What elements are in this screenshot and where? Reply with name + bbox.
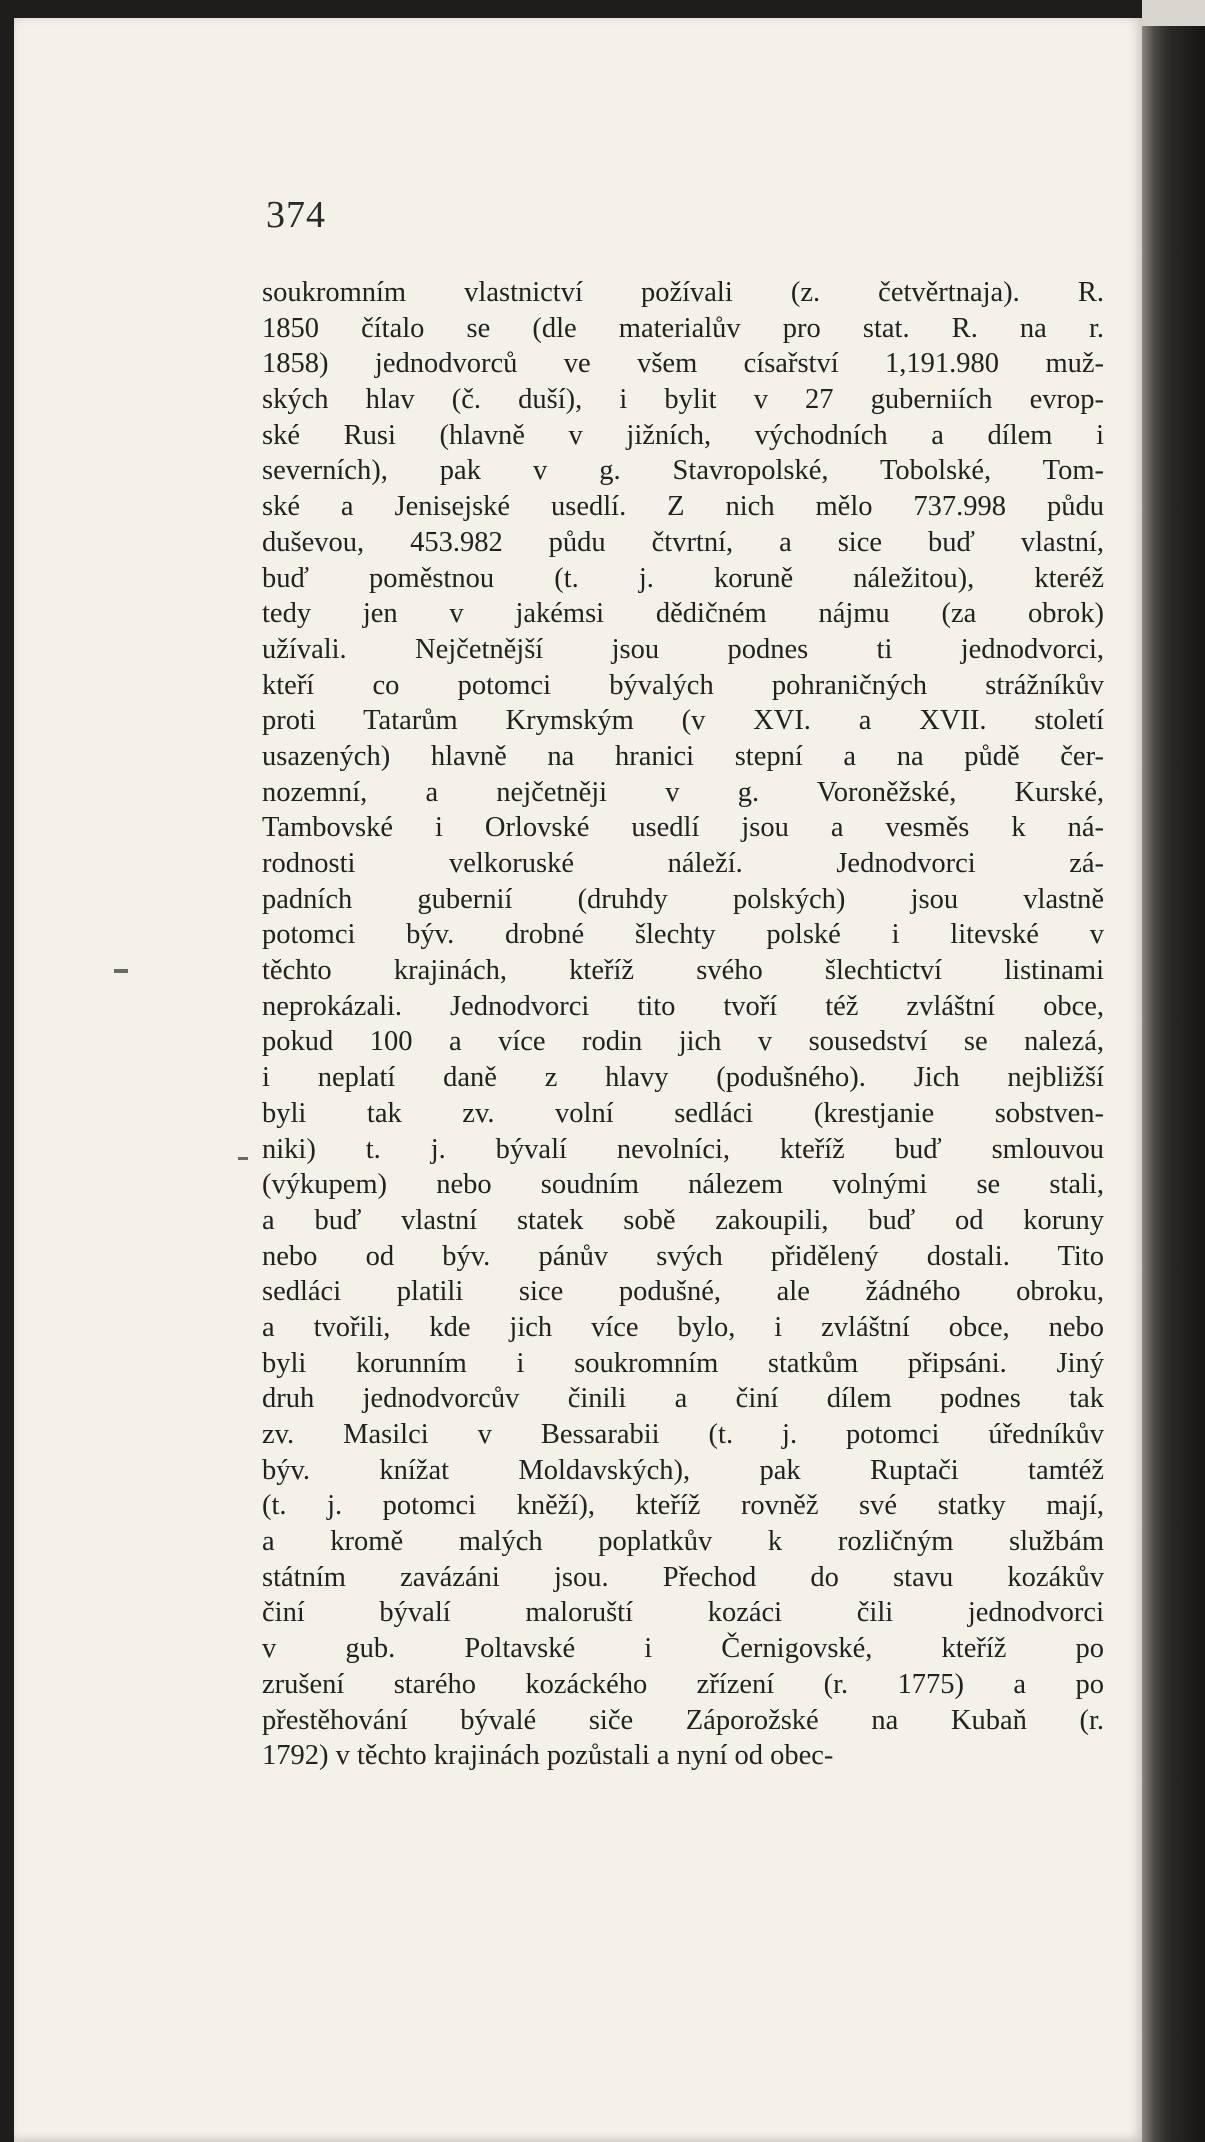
text-line: duševou, 453.982 půdu čtvrtní, a sice buď vlastní, [262, 526, 1104, 558]
text-line: pokud 100 a více rodin jich v sousedství se nalezá, [262, 1026, 1104, 1058]
text-line: byli tak zv. volní sedláci (krestjanie sobstven- [262, 1097, 1104, 1129]
text-line: padních gubernií (druhdy polských) jsou vlastně [262, 883, 1104, 915]
text-line: a kromě malých poplatkův k rozličným službám [262, 1526, 1104, 1558]
text-line: 1792) v těchto krajinách pozůstali a nyní od obec- [262, 1740, 834, 1772]
text-line: býv. knížat Moldavských), pak Ruptači tamtéž [262, 1454, 1104, 1486]
text-line: tedy jen v jakémsi dědičném nájmu (za obrok) [262, 598, 1104, 630]
text-line: činí bývalí maloruští kozáci čili jednodvorci [262, 1597, 1104, 1629]
text-line: užívali. Nejčetnější jsou podnes ti jednodvorci, [262, 633, 1104, 665]
text-line: Tambovské i Orlovské usedlí jsou a vesměs k ná- [262, 812, 1104, 844]
text-line: i neplatí daně z hlavy (podušného). Jich nejbližší [262, 1062, 1104, 1094]
text-line: neprokázali. Jednodvorci tito tvoří též zvláštní obce, [262, 990, 1104, 1022]
text-line: potomci býv. drobné šlechty polské i litevské v [262, 919, 1104, 951]
text-line: severních), pak v g. Stavropolské, Tobolské, Tom- [262, 455, 1104, 487]
text-line: zrušení starého kozáckého zřízení (r. 1775) a po [262, 1668, 1104, 1700]
text-line: buď poměstnou (t. j. koruně náležitou), kteréž [262, 562, 1104, 594]
text-line: a tvořili, kde jich více bylo, i zvláštní obce, nebo [262, 1311, 1104, 1343]
text-line: nebo od býv. pánův svých přidělený dostali. Tito [262, 1240, 1104, 1272]
page-edge [1142, 0, 1205, 26]
text-line: rodnosti velkoruské náleží. Jednodvorci zá- [262, 848, 1104, 879]
text-line: 1858) jednodvorců ve všem císařství 1,191.980 muž- [262, 348, 1104, 380]
text-line: přestěhování bývalé siče Záporožské na Kubaň (r. [262, 1704, 1104, 1736]
text-line: byli korunním i soukromním statkům připsáni. Jiný [262, 1347, 1104, 1379]
text-line: (výkupem) nebo soudním nálezem volnými se stali, [262, 1169, 1104, 1201]
text-line: sedláci platili sice podušné, ale žádného obroku, [262, 1276, 1104, 1308]
text-line: kteří co potomci bývalých pohraničných strážníkův [262, 669, 1104, 701]
text-line: nozemní, a nejčetněji v g. Voroněžské, Kurské, [262, 776, 1104, 808]
text-line: druh jednodvorcův činili a činí dílem podnes tak [262, 1383, 1104, 1415]
text-line: usazených) hlavně na hranici stepní a na půdě čer- [262, 740, 1104, 772]
margin-mark [114, 969, 128, 973]
text-line: ské a Jenisejské usedlí. Z nich mělo 737.998 půdu [262, 491, 1104, 523]
text-line: ských hlav (č. duší), i bylit v 27 guberniích evrop- [262, 384, 1104, 416]
text-line: soukromním vlastnictví požívali (z. četvěrtnaja). R. [262, 277, 1104, 308]
page-number: 374 [266, 194, 326, 236]
margin-mark [238, 1157, 248, 1160]
text-line: a buď vlastní statek sobě zakoupili, buď od koruny [262, 1204, 1104, 1236]
text-line: v gub. Poltavské i Černigovské, kteříž po [262, 1633, 1104, 1665]
text-line: (t. j. potomci kněží), kteříž rovněž své statky mají, [262, 1490, 1104, 1522]
text-line: zv. Masilci v Bessarabii (t. j. potomci úředníkův [262, 1419, 1104, 1450]
text-line: 1850 čítalo se (dle materialův pro stat. R. na r. [262, 312, 1104, 344]
text-line: ské Rusi (hlavně v jižních, východních a dílem i [262, 419, 1104, 451]
text-line: státním zavázáni jsou. Přechod do stavu kozákův [262, 1561, 1104, 1593]
text-line: těchto krajinách, kteříž svého šlechtictví listinami [262, 955, 1104, 987]
text-line: proti Tatarům Krymským (v XVI. a XVII. století [262, 705, 1104, 737]
text-line: niki) t. j. bývalí nevolníci, kteříž buď smlouvou [262, 1133, 1104, 1165]
body-text [262, 275, 1104, 1774]
book-spine-shadow [1142, 0, 1205, 2142]
